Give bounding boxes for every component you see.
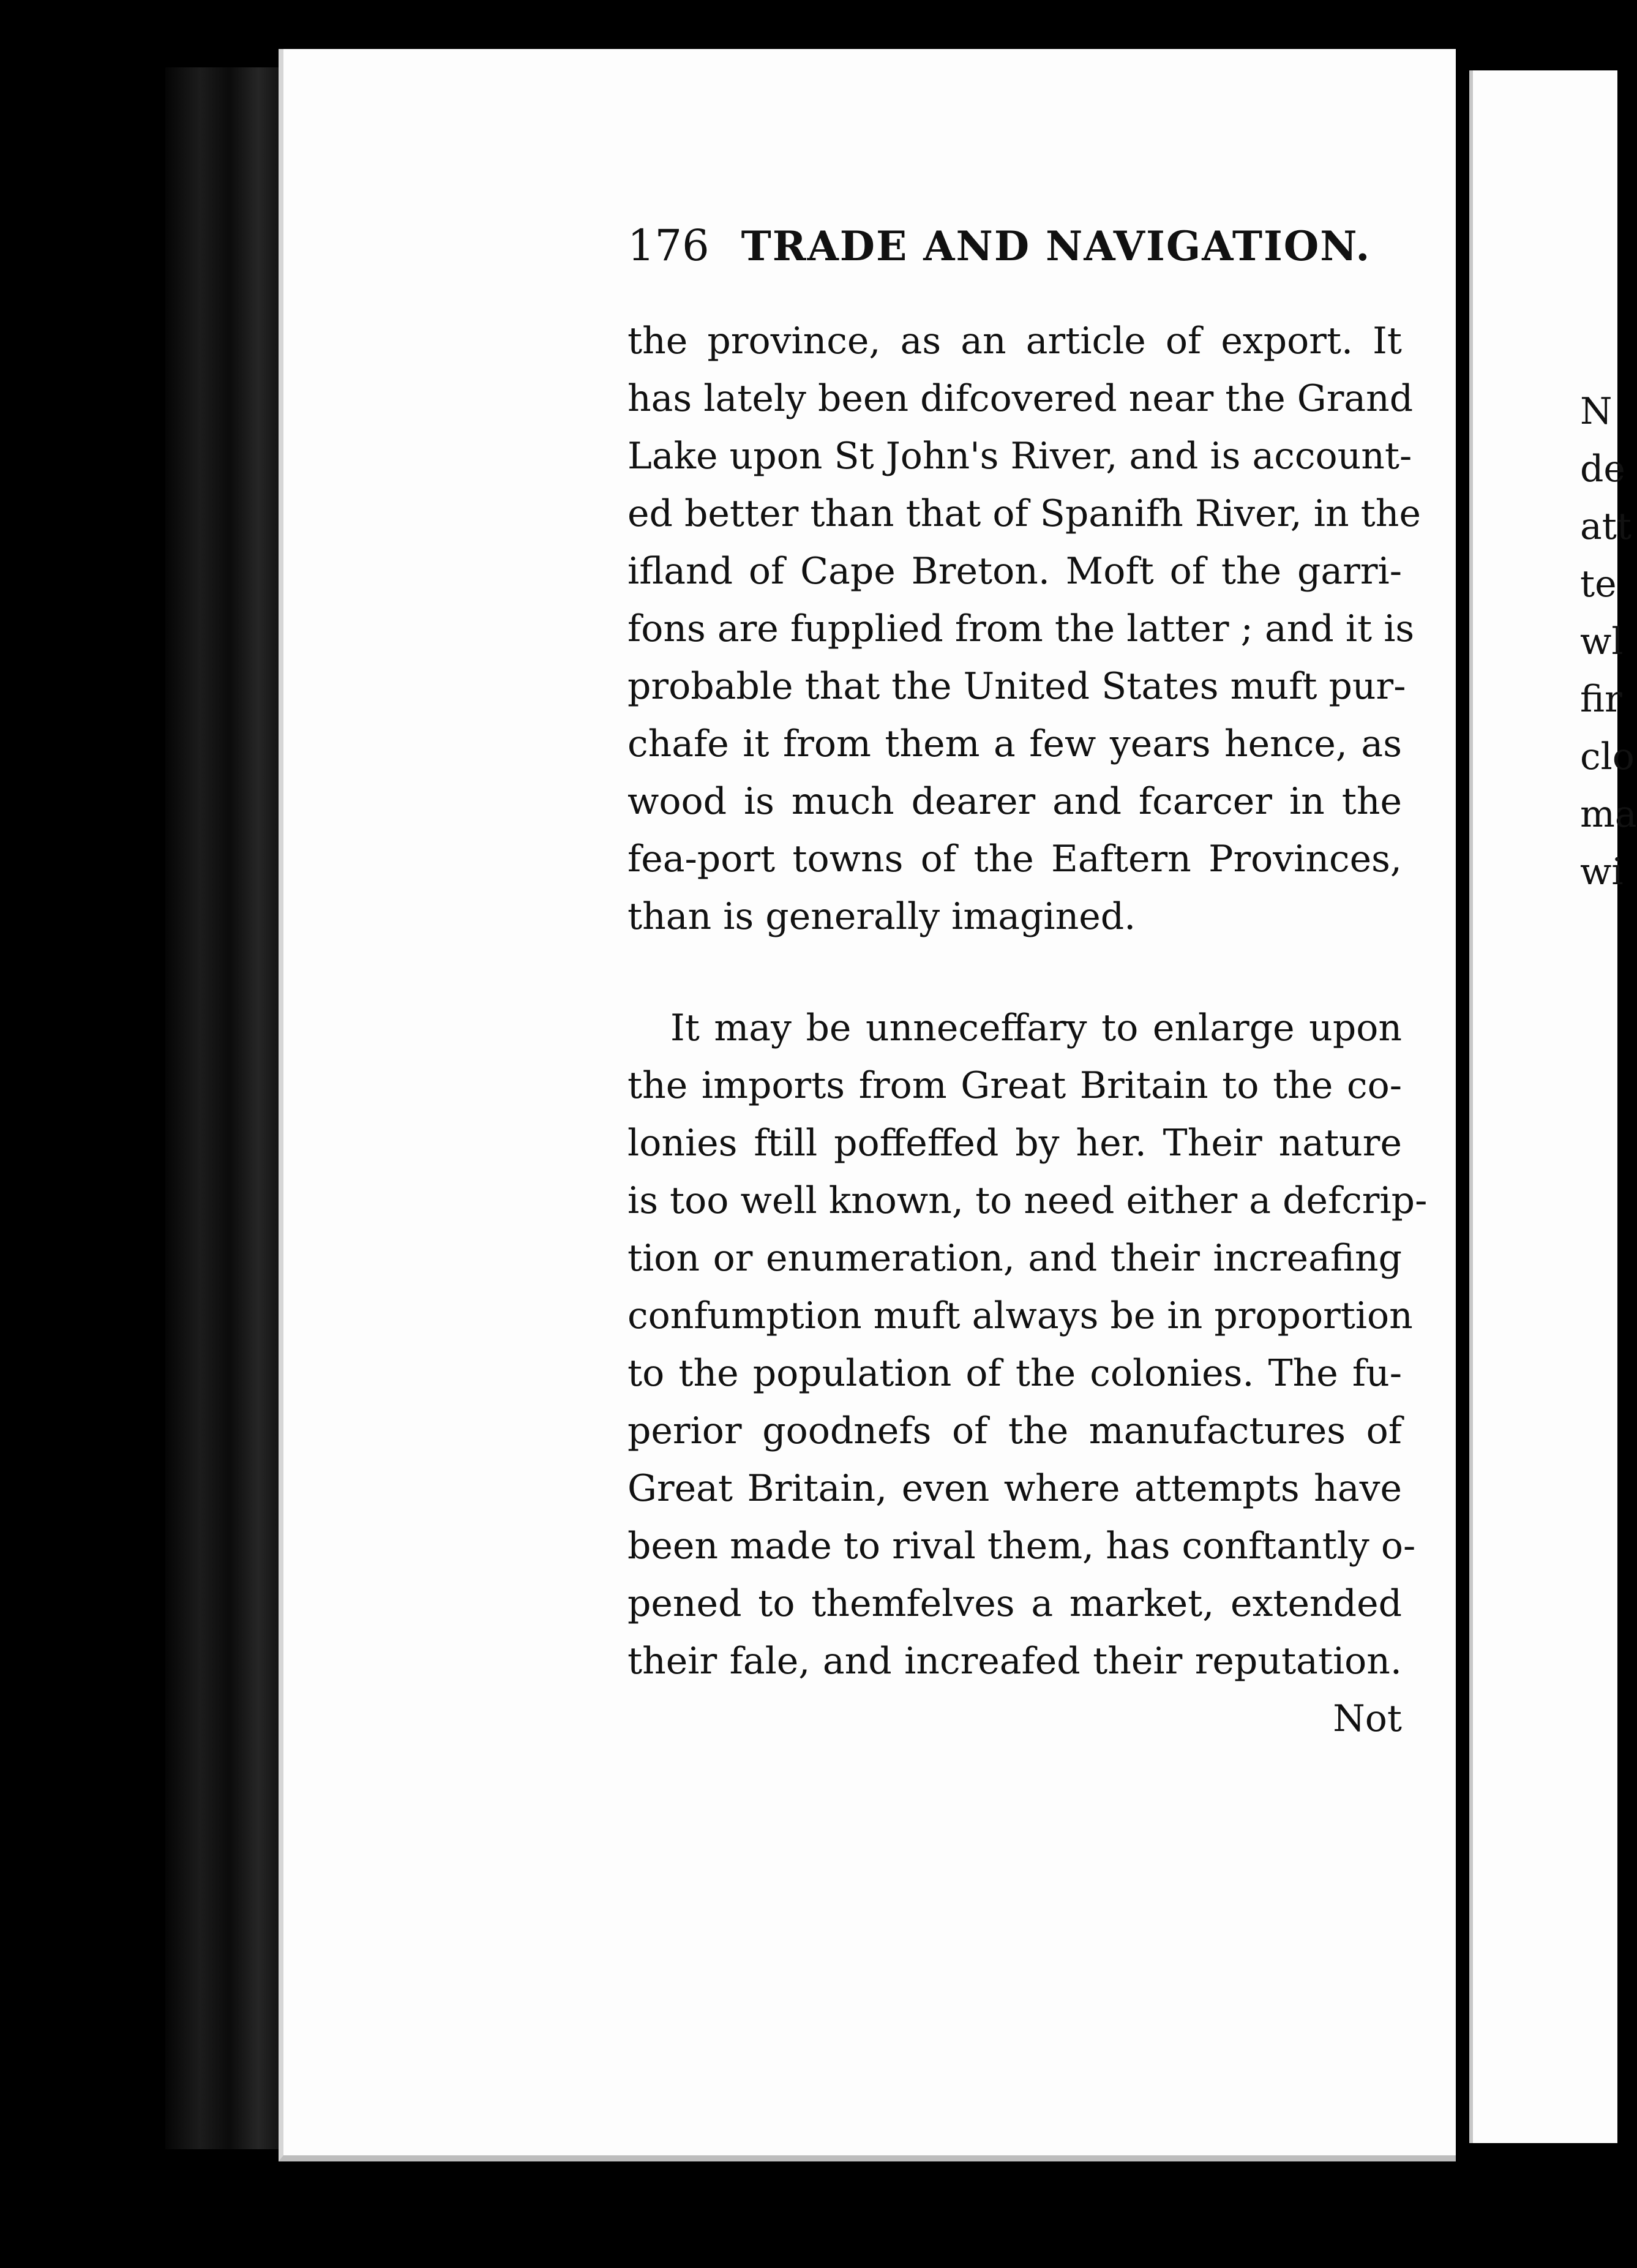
text-line: than is generally imagined. xyxy=(627,895,1136,938)
page-header xyxy=(627,220,1402,288)
body-text xyxy=(627,312,1428,1748)
facing-line: te xyxy=(1580,563,1617,606)
text-line: tion or enumeration, and their increafing xyxy=(627,1237,1402,1280)
facing-line: att xyxy=(1580,505,1631,548)
text-line: chafe it from them a few years hence, as xyxy=(627,723,1402,765)
text-line: Great Britain, even where attempts have xyxy=(627,1467,1402,1510)
text-line: Lake upon St John's River, and is account- xyxy=(627,435,1412,478)
text-line: the imports from Great Britain to the co- xyxy=(627,1064,1402,1107)
text-line: confumption muft always be in proportion xyxy=(627,1294,1413,1337)
text-line: been made to rival them, has conftantly o- xyxy=(627,1525,1416,1568)
text-line: fons are fupplied from the latter ; and it is xyxy=(627,607,1415,650)
text-line: It may be unneceffary to enlarge upon xyxy=(670,1007,1402,1050)
text-line: fea-port towns of the Eaftern Provinces, xyxy=(627,838,1402,881)
facing-line: fir xyxy=(1580,678,1622,721)
text-line: the province, as an article of export. It xyxy=(627,320,1402,362)
text-line: ed better than that of Spanifh River, in the xyxy=(627,492,1421,535)
facing-line: de xyxy=(1580,448,1625,490)
catchword: Not xyxy=(1333,1697,1402,1740)
text-line: lonies ftill poffeffed by her. Their nature xyxy=(627,1122,1402,1165)
facing-page xyxy=(1469,70,1637,2143)
text-line: to the population of the colonies. The fu- xyxy=(627,1352,1402,1395)
text-line: their fale, and increafed their reputation. xyxy=(627,1640,1402,1683)
text-line: perior goodnefs of the manufactures of xyxy=(627,1410,1402,1452)
facing-page-text xyxy=(1473,383,1637,901)
running-head: TRADE AND NAVIGATION. xyxy=(741,222,1371,270)
facing-line: wi xyxy=(1580,850,1624,893)
text-line: probable that the United States muft pur- xyxy=(627,665,1406,708)
facing-line: ma xyxy=(1580,793,1637,836)
text-line: wood is much dearer and fcarcer in the xyxy=(627,780,1402,823)
facing-line: N xyxy=(1580,390,1613,433)
page-number: 176 xyxy=(627,220,710,271)
facing-line: clo xyxy=(1580,735,1635,778)
text-line: has lately been difcovered near the Grand xyxy=(627,377,1414,420)
text-line: pened to themfelves a market, extended xyxy=(627,1582,1402,1625)
text-line: is too well known, to need either a defcrip- xyxy=(627,1179,1428,1222)
facing-line: wl xyxy=(1580,620,1624,663)
text-line: ifland of Cape Breton. Moft of the garri- xyxy=(627,550,1402,593)
book-spine xyxy=(165,67,282,2149)
paragraph-gap xyxy=(627,945,1402,999)
